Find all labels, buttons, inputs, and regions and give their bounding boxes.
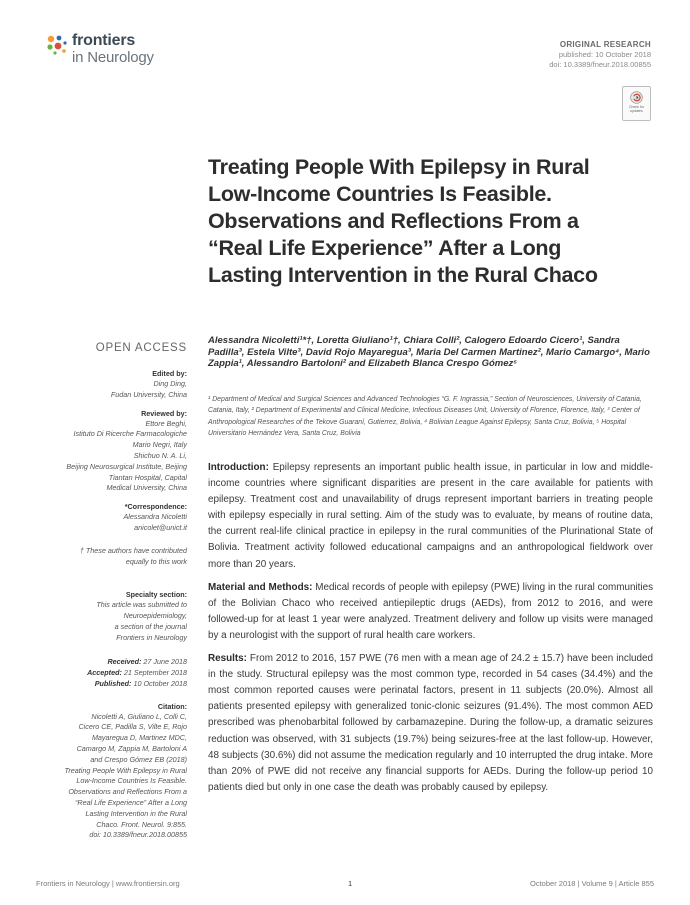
abstract [208, 460, 653, 803]
dates-section [40, 656, 187, 689]
editor-line: Ding Ding, [153, 379, 187, 388]
citation-label: Citation: [157, 701, 187, 711]
editor-line: Fudan University, China [110, 389, 187, 399]
edited-by-section [40, 368, 187, 401]
author-list: Alessandra Nicoletti¹*†, Loretta Giuliano¹†, Chiara Colli², Calogero Edoardo Cicero¹, Sandra Padilla³, Estela Vilte³, David Rojo Mayaregua³, Maria Del Carmen Martinez², Mario Camargo⁴, Mario Zappia¹, Alessandro Bartoloni² and Elizabeth Blanca Crespo Gómez⁵ [208, 335, 650, 370]
footer-volume-info: October 2018 | Volume 9 | Article 855 [530, 879, 654, 888]
affiliation-list: ¹ Department of Medical and Surgical Sciences and Advanced Technologies “G. F. Ingrassia,” Section of Neurosciences, University of Catania, Catania, Italy, ² Department of Experimental and Clinical Medicine, Infectious Diseases Unit, University of Florence, Florence, Italy, ³ Center of Anthropological Researches of the Tekove Guaraní, Gutierrez, Bolivia, ⁴ Bolivian League Against Epilepsy, Santa Cruz, Bolivia, ⁵ Hospital Universitario Hernández Vera, Santa Cruz, Bolivia [208, 396, 642, 438]
check-for-updates-badge[interactable] [622, 86, 651, 121]
badge-label: Check for updates [629, 105, 644, 113]
received-date: Received: 27 June 2018 [107, 656, 187, 666]
footer-journal-link[interactable]: Frontiers in Neurology | www.frontiersin.org [36, 879, 180, 888]
journal-name: in Neurology [72, 49, 154, 66]
section-heading: Material and Methods: [208, 581, 313, 593]
correspondence-label: *Correspondence: [124, 502, 187, 512]
citation-section: Citation: Nicoletti A, Giuliano L, Colli C, Cicero CE, Padilla S, Vilte E, Rojo Mayaregua D, Martinez MDC, Camargo M, Zappia M, Bartoloni A and Crespo Gómez EB (2018) Treating People With Epilepsy in Rural Low-Income Countries Is Feasible. Observations and Reflections From a “Real Life Experience” After a Long Lasting Intervention in the Rural Chaco. Front. Neurol. 9:855. doi: 10.3389/fneur.2018.00855 [40, 701, 187, 842]
published-date-sidebar: Published: 10 October 2018 [94, 678, 187, 688]
abstract-methods: Material and Methods: Medical records of people with epilepsy (PWE) living in the rural communities of the Bolivian Chaco who received antiepileptic drugs (AEDs), from 2012 to 2016, and were followed-up for at least 1 year were analyzed. Treatment delivery and follow up visits were managed by a neurologist with the support of rural health care workers. [208, 581, 654, 641]
reviewer-line: Ettore Beghi, [145, 418, 187, 428]
reviewer-line: Beijing Neurosurgical Institute, Beijing [66, 461, 187, 471]
open-access-label: OPEN ACCESS [95, 342, 187, 354]
reviewer-line: Tiantan Hospital, Capital [108, 472, 187, 482]
journal-logo[interactable] [45, 32, 185, 74]
edited-by-label: Edited by: [152, 369, 187, 378]
equal-contribution-note: † These authors have contributed equally to this work [79, 545, 187, 566]
reviewer-line: Shichuo N. A. Li, [133, 450, 187, 460]
specialty-label: Specialty section: [125, 590, 187, 600]
accepted-date: Accepted: 21 September 2018 [87, 667, 187, 677]
published-date: published: 10 October 2018 [558, 50, 651, 59]
article-header-meta [549, 40, 651, 70]
citation-doi[interactable]: doi: 10.3389/fneur.2018.00855 [89, 830, 187, 840]
reviewer-line: Istituto Di Ricerche Farmacologiche [73, 429, 187, 439]
article-sidebar [40, 342, 187, 848]
abstract-introduction: Introduction: Epilepsy represents an important public health issue, in particular in low and middle-income countries where significant disparities are present in the care available for patients with epilepsy. Treatment cost and unavailability of drugs represent important barriers in treating people with epilepsy especially in rural setting. Aim of the study was to evaluate, by means of routine data, the current real-life clinical practice in epilepsy in the rural communities of the Plurinational State of Bolivia. Treatment activity followed educational campaigns and an anthropological fieldwork over more than 20 years. [208, 462, 653, 570]
page-number: 1 [348, 879, 353, 888]
correspondence-name: Alessandra Nicoletti [123, 512, 187, 522]
specialty-section: Specialty section: This article was submitted to Neuroepidemiology, a section of the journal Frontiers in Neurology [40, 589, 187, 643]
article-type: ORIGINAL RESEARCH [559, 40, 651, 49]
frontiers-logo-icon [45, 33, 69, 57]
reviewer-line: Medical University, China [106, 483, 187, 493]
section-heading: Results: [208, 653, 247, 665]
reviewed-by-label: Reviewed by: [141, 408, 187, 418]
abstract-results: Results: From 2012 to 2016, 157 PWE (76 men with a mean age of 24.2 ± 15.7) have been included in the study. Structural epilepsy was the most common type, recorded in 54 cases (34.4%) and the most common reported causes were perinatal factors, present in 11 subjects (20.0%). Almost all patients presented epilepsy with generalized tonic-clonic seizures (91.4%). The most common AED prescribed was phenobarbital followed by carbamazepine. During the follow-up, a dramatic seizures reduction was observed, with 31 subjects (19.7%) being seizures-free at the last follow-up. However, 48 subjects (30.6%) did not assume the medication regularly and 10 interrupted the drug intake. More than 20% of PWE did not receive any financial supports for AEDs. During the follow-up period 10 patients died but only in one case the death was probably caused by epilepsy. [208, 653, 653, 793]
reviewer-line: Mario Negri, Italy [132, 440, 187, 450]
doi-link[interactable]: doi: 10.3389/fneur.2018.00855 [549, 60, 651, 69]
section-heading: Introduction: [208, 462, 269, 473]
reviewed-by-section [40, 408, 187, 495]
publisher-name: frontiers [72, 32, 136, 49]
article-title: Treating People With Epilepsy in Rural Low-Income Countries Is Feasible. Observations and Reflections From a “Real Life Experience” After a Long Lasting Intervention in the Rural Chaco [208, 155, 598, 287]
correspondence-email[interactable]: anicolet@unict.it [134, 522, 187, 532]
correspondence-section [40, 501, 187, 534]
update-check-icon [630, 91, 643, 104]
